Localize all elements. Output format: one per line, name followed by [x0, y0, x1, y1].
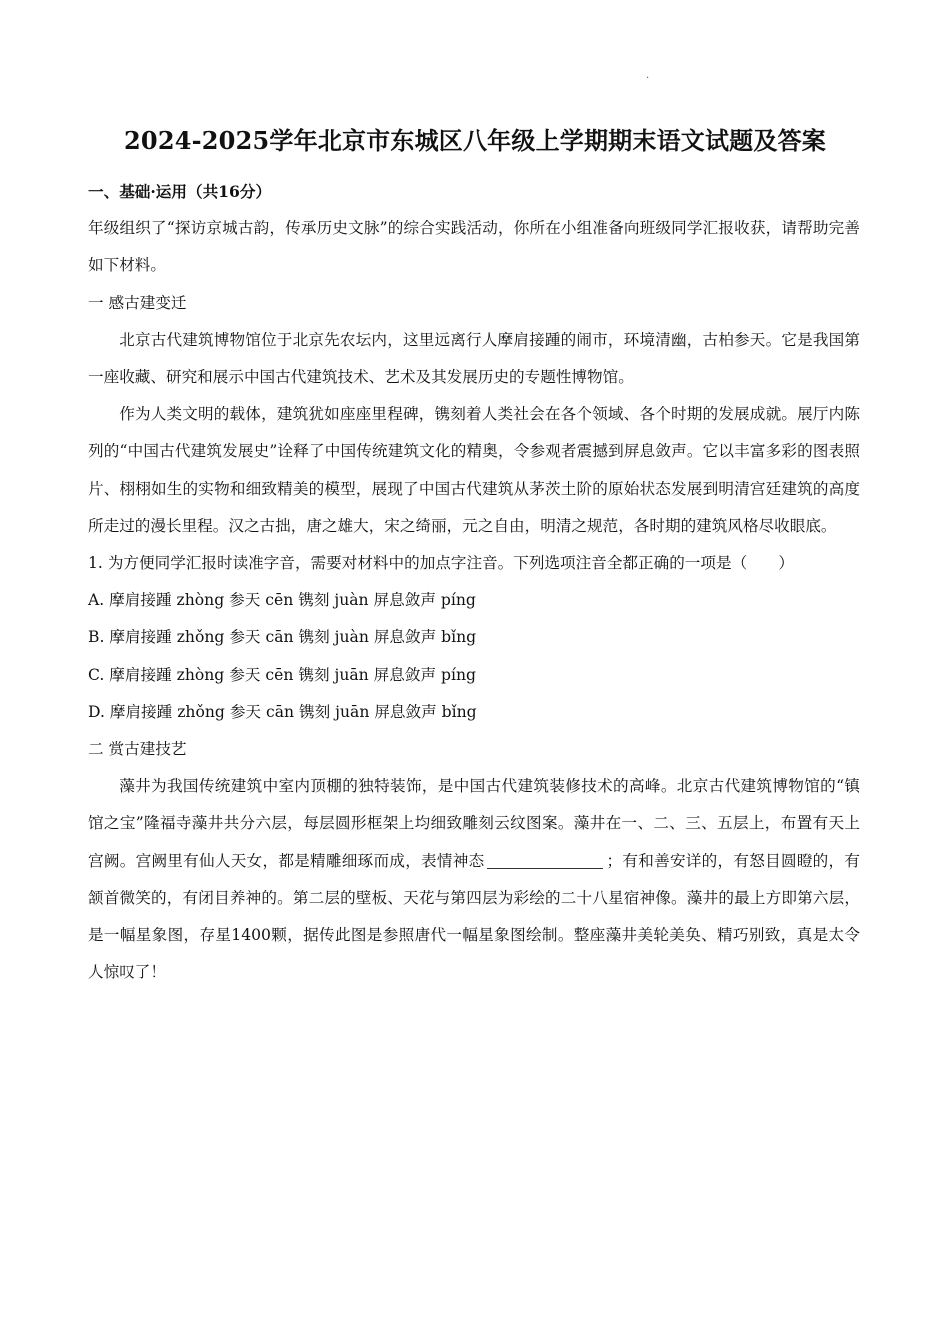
part1-heading: 一、基础·运用（共16分） — [88, 182, 272, 201]
question-1: 1. 为方便同学汇报时读准字音，需要对材料中的加点字注音。下列选项注音全都正确的一项是（ ） — [88, 554, 794, 573]
page-title: 2024-2025学年北京市东城区八年级上学期期末语文试题及答案 — [124, 126, 826, 155]
option-d: D. 摩肩接踵 zhǒng 参天 cān 镌刻 juān 屏息敛声 bǐng — [88, 702, 477, 721]
document-body — [88, 173, 860, 991]
answer-blank[interactable] — [487, 852, 603, 869]
option-a: A. 摩肩接踵 zhòng 参天 cēn 镌刻 juàn 屏息敛声 píng — [88, 591, 476, 610]
option-b: B. 摩肩接踵 zhǒng 参天 cān 镌刻 juàn 屏息敛声 bǐng — [88, 628, 477, 647]
paragraph-2: 作为人类文明的载体，建筑犹如座座里程碑，镌刻着人类社会在各个领域、各个时期的发展成就。展厅内陈列的“中国古代建筑发展史”诠释了中国传统建筑文化的精奥，令参观者震撼到屏息敛声。它以丰富多彩的图表照片、栩栩如生的实物和细致精美的模型，展现了中国古代建筑从茅茨土阶的原始状态发展到明清宫廷建筑的高度所走过的漫长里程。汉之古拙，唐之雄大，宋之绮丽，元之自由，明清之规范，各时期的建筑风格尽收眼底。 — [88, 405, 860, 535]
paragraph-3 — [88, 768, 860, 991]
subsection-1-heading: 一 感古建变迁 — [88, 293, 187, 312]
subsection-2-heading: 二 赏古建技艺 — [88, 740, 187, 759]
header-dot: . — [646, 70, 650, 81]
intro-paragraph: 年级组织了“探访京城古韵，传承历史文脉”的综合实践活动，你所在小组准备向班级同学汇报收获，请帮助完善如下材料。 — [88, 219, 860, 275]
paragraph-1: 北京古代建筑博物馆位于北京先农坛内，这里远离行人摩肩接踵的闹市，环境清幽，古柏参天。它是我国第一座收藏、研究和展示中国古代建筑技术、艺术及其发展历史的专题性博物馆。 — [88, 330, 860, 387]
option-c: C. 摩肩接踵 zhòng 参天 cēn 镌刻 juān 屏息敛声 píng — [88, 665, 477, 684]
paragraph-3-before-blank: 藻井为我国传统建筑中室内顶棚的独特装饰，是中国古代建筑装修技术的高峰。北京古代建筑博物馆的“镇馆之宝”隆福寺藻井共分六层，每层圆形框架上均细致雕刻云纹图案。藻井在一、二、三、五层上，布置有天上宫阙。宫阙里有仙人天女，都是精雕细琢而成，表情神态 — [88, 777, 860, 870]
paragraph-3-after-blank: ；有和善安详的，有怒目圆瞪的，有颔首微笑的，有闭目养神的。第二层的壁板、天花与第四层为彩绘的二十八星宿神像。藻井的最上方即第六层，是一幅星象图，存星1400颗，据传此图是参照唐代一幅星象图绘制。整座藻井美轮美奂、精巧别致，真是太令人惊叹了！ — [88, 851, 860, 982]
